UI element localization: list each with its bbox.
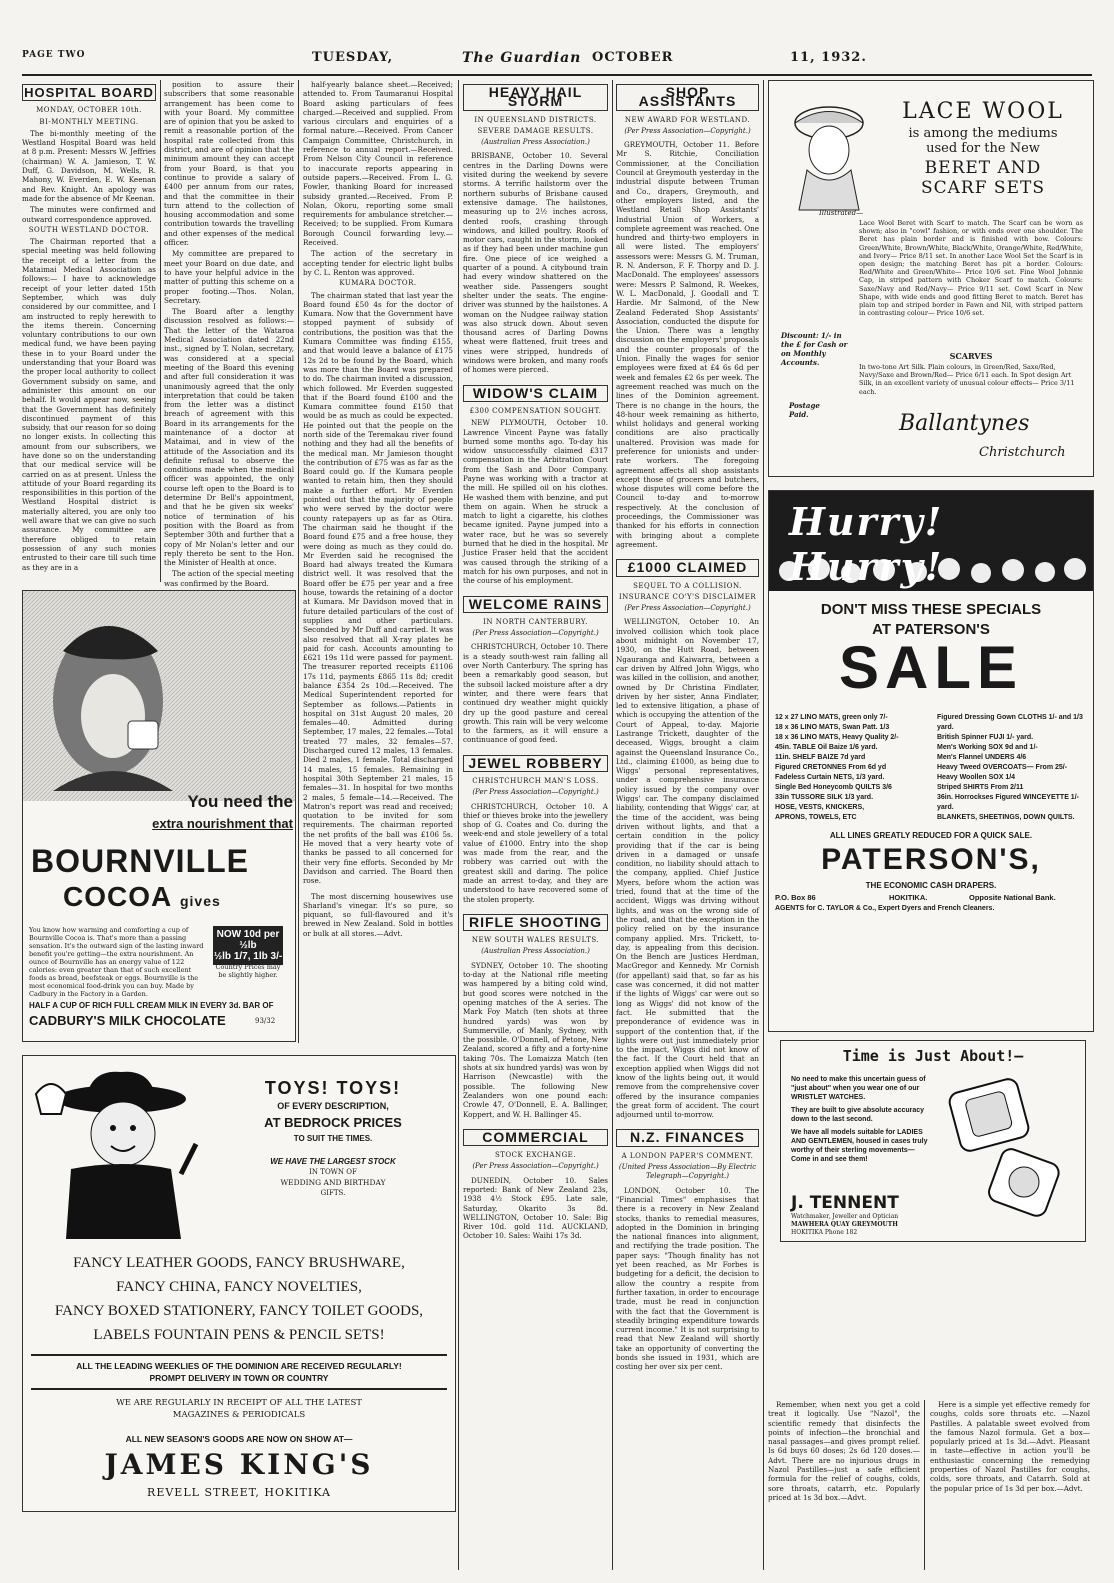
bournville-brand: BOURNVILLE xyxy=(31,843,249,879)
ad-line: is among the mediums xyxy=(908,126,1058,141)
nazol-advert-left xyxy=(768,1400,920,1570)
paragraph: SYDNEY, October 10. The shooting to-day at the National rifle meeting was hampered by a biting cold wind, but good scores were notched in the opening matches of the A series. The Mark Foy Match (ten shots at three hundred yards) was won by Summerville, of Manly, Sydney, with the possible. O'Donnell, of Petone, New Zealand, scored a fifty and a forty-nine taking 70s. The Lomaizza Match (ten shots at six hundred yards) was won by Harrison (Newcastle) with the possible. The following New Zealanders won one pound each: Crowle 47, O'Donnell, E. A. Ballinger, Koppert, and W. H. Ballinger 45. xyxy=(463,960,608,1119)
agents-note: AGENTS for C. TAYLOR & Co., Expert Dyers and French Cleaners. xyxy=(775,905,995,912)
news-column-4 xyxy=(463,80,608,1570)
rifle-shooting-headline: RIFLE SHOOTING xyxy=(463,914,608,931)
hospital-board-column-3 xyxy=(303,80,453,1042)
sale-item: BLANKETS, SHEETINGS, DOWN QUILTS. xyxy=(937,814,1075,821)
all-lines-note: ALL LINES GREATLY REDUCED FOR A QUICK SALE. xyxy=(829,831,1033,840)
lace-wool-title: LACE WOOL xyxy=(902,99,1064,124)
lace-wool-ad xyxy=(768,80,1094,477)
paragraph: CHRISTCHURCH, October 10. A thief or thieves broke into the jewellery shop of G. Coates and Co. during the week-end and stole jewellery of a total value of £1000. Entry into the shop was made from the rear, and the robbery was carried out with the greatest skill and daring. The police made an arrest to-day, and they are understood to have recovered some of the stolen property. xyxy=(463,801,608,904)
scarf-title: SCARF SETS xyxy=(921,178,1045,198)
shop-assistants-headline: SHOP ASSISTANTS xyxy=(616,84,759,111)
news-column-5 xyxy=(616,80,759,1570)
beret-model-illustration xyxy=(779,95,879,215)
subhead: INSURANCE CO'Y'S DISCLAIMER xyxy=(618,592,757,601)
patersons-sale-ad xyxy=(768,490,1094,1032)
specials-headline: AT PATERSON'S xyxy=(872,621,990,638)
paragraph: The action of the special meeting was confirmed by the Board. xyxy=(164,569,294,588)
delivery-line: PROMPT DELIVERY IN TOWN OR COUNTRY xyxy=(149,1373,329,1383)
finances-headline: N.Z. FINANCES xyxy=(616,1129,759,1146)
patersons-name: PATERSON'S, xyxy=(821,843,1041,876)
paragraph: My committee are prepared to meet your Board on due date, and to have your helpful advice in the matter of putting this scheme on a proper footing.—Thos. Nolan, Secretary. xyxy=(164,249,294,305)
press-credit: (Per Press Association—Copyright.) xyxy=(624,604,751,613)
sale-item: 36in. Horrockses Figured WINCEYETTE 1/- yard. xyxy=(937,794,1079,811)
subhead: OF EVERY DESCRIPTION, xyxy=(277,1101,389,1111)
wristwatch-illustration xyxy=(939,1075,1079,1225)
chocolate-footer-2: CADBURY'S MILK CHOCOLATE xyxy=(29,1013,226,1028)
subhead: SEQUEL TO A COLLISION. xyxy=(633,581,742,590)
ad-paragraph: No need to make this uncertain guess of "just about" when you wear one of our WRISTLET WATCHES. xyxy=(791,1076,926,1101)
sale-items-right xyxy=(937,713,1089,823)
paragraph: The Board after a lengthy discussion resolved as follows:— That the letter of the Wataroa Medical Association dated 22nd inst., signed by T. Nolan, secretary, was considered at a special meeting of the Board this evening and after full consideration it was unanimously agreed that the only interpretation that could be taken from the letter was a distinct breach of agreement with this Board in its arrangements for the maintenance of a doctor at Mataimai, and in view of the attitude of the Association and its definite refusal to observe the conditions made when the medical officer was appointed, the only course left open to the Board is to determine Dr Bell's appointment, and that he be given six weeks' notice of termination of his position with the Board as from September 30th and further that a copy of Mr Nolan's letter and our reply thereto be sent to the Hon. the Minister of Health at once. xyxy=(164,307,294,568)
stock-line: GIFTS. xyxy=(320,1189,346,1197)
paragraph: The bi-monthly meeting of the Westland Hospital Board was held at 8 p.m. Present: Messrs W. Jeffries (chairman) W. A. Jamieson, T. W. Duff, G. Davidson, M. Wells, R. Mahony, W. Everden, E. W. Keenan and Rev. Knight. An apology was made for the absence of Mr Keenan. xyxy=(22,128,156,203)
claim-headline: £1000 CLAIMED xyxy=(616,559,759,576)
masthead-month: OCTOBER xyxy=(592,50,674,65)
fancy-goods-line: FANCY BOXED STATIONERY, FANCY TOILET GOODS, xyxy=(54,1303,424,1319)
discount-note: Discount: 1/- in the £ for Cash or on Monthly Accounts. xyxy=(781,331,848,367)
commercial-headline: COMMERCIAL xyxy=(463,1129,608,1146)
beret-title: BERET AND xyxy=(924,158,1042,178)
bournville-body: You know how warming and comforting a cup of Bournville Cocoa is. That's more than a passing sensation. It's the outward sign of the lasting inward benefit you're getting—the extra nourishment. An ounce of Bournville has an energy value of 122 calories: even greater than that of such excellent foods as bread, beefsteak or eggs. Bournville is the most economical food-drink you can buy. Made by Cadbury in the Factory in a Garden. xyxy=(29,926,204,998)
press-credit: (Per Press Association—Copyright.) xyxy=(624,126,751,135)
paragraph: Here is a simple yet effective remedy for coughs, colds sore throats etc. —Nazol Pastilles. A palatable sweet evolved from the famous Nazol formula. Get a box—popularly priced at 1s 3d.—Advt. Pleasant in taste—effective in action you'll be enthusiastic concerning the remedying properties of Nazol Pastilles for coughs, colds, sore throats, and Catarrh. Sold at the popular price of 1s 3d per box.—Advt. xyxy=(930,1400,1090,1493)
po-box: P.O. Box 86 xyxy=(775,893,816,902)
lace-wool-body: Lace Wool Beret with Scarf to match. The Scarf can be worn as shown; also in "cowl" fashion, or with ends over one shoulder. The Beret has plain border and is finished with bow. Colours: Green/White, Brown/White, Black/White, Orange/White, Red/White, and Ivory— Price 8/11 set. In another Lace Wool Set the Scarf is in open design; the matching Beret has pit a border. Colours: Red/White and Green/White— Price 10/6 set. Fine Wool Johnnie Cap, in striped pattern with Choker Scarf to match. Colours: Saxe/Navy and Red/Navy— Price 9/11 set. Cowl Scarf in New Shape, with wide ends and good fitting Beret to match. Beret has plain top and striped border in Fawn and Nil, with striped pattern in contrasting colour— Price 10/6 set. xyxy=(859,219,1084,318)
subhead: £300 COMPENSATION SOUGHT. xyxy=(469,406,602,415)
paragraph: GREYMOUTH, October 11. Before Mr S. Ritchie, Conciliation Commissioner, at the Conciliation Council at Greymouth yesterday in the industrial dispute between Truman and Co., drapers, Greymouth, and other employers listed, and the Westland Retail Shop Assistants' Industrial Union of Workers, a complete agreement was reached. One hundred and thirty-two employers in all were listed. The employers' assessors were: Messrs G. M. Truman, R. N. Anderson, F. F. Thorpy and D. J. MacDonald. The employees' assessors were: Messrs P. Salmond, R. Weekes, W. L. MacDonald, J. Goodall and T. Hardie. Mr Salmond, of the New Zealand Federated Shop Assistants' Association, conducted the dispute for the Union. There was a lengthy discussion on the employers' proposals and the counter proposals of the Union. Finally the wages for senior employees were fixed at £4 6s 6d per week and females £2 6s per week. The agreement reached was much on the lines of the Dominion agreement. There is no change in the hours, the 48-hour week remaining as hitherto, whilst holidays and general working conditions are also practically unaltered. Provision was made for preference for unionists and under-rate workers. The foregoing agreement affects all shop assistants except those of grocers and butchers, whose disputes will come before the Council to-day and to-morrow respectively. At the conclusion of proceedings, the Commissioner was thanked for his efforts in connection with bringing about a complete agreement. xyxy=(616,140,759,549)
sale-item: Single Bed Honeycomb QUILTS 3/6 xyxy=(775,784,892,791)
masthead-day: TUESDAY, xyxy=(312,50,394,65)
subhead: TO SUIT THE TIMES. xyxy=(293,1134,373,1143)
hail-storm-headline: HEAVY HAIL STORM xyxy=(463,84,608,111)
illustrated-label: Illustrated— xyxy=(819,209,864,217)
cocoa-word: COCOA xyxy=(63,881,172,912)
paragraph: WELLINGTON, October 10. An involved collision which took place about midnight on November 17, 1930, on the Hutt Road, between Ngauranga and Kaiwarra, between a car driven by Alfred John Wiggs, who was killed in the collision, and another, owned by Dr Christina Findlater, driven by her sister, Anna Findlater, led to extensive litigation, a phase of which is occupying the attention of the Court of Appeal, to-day. Majorie Lastrange Trickett, daughter of the deceased, Wiggs, brought a claim against the Queensland Insurance Co., Ltd., claiming £1000, as being due to Wiggs' personal representatives, under a comprehensive insurance policy issued by the company over Wiggs' car. The company disclaimed liability, contending that Wiggs' car, at the time of the accident, was being driven without lights, and that a certain condition in the policy providing that if the car is being driven in a damaged or unsafe condition, no liability should attach to the company, applied. Chief Justice Myers, before whom the action was tried, found that at the time of the accident, Wiggs was driving without lights, and was on the wrong side of the road, and that the exception in the policy relied on by the insurance company applied. Mrs. Trickett, to-day, is appealing from this decision. On the Bench are Justices Herdman, MacGregor and Kennedy. Mr Cornish (for appellant) said that, so far as his case was concerned, it did not matter if the lights of Wiggs' car were out so long as Wiggs' did not know of the fact. He submitted that the preponderance of evidence was in support of the contention that, if the lights were out just immediately prior to the impact, Wiggs did not know of the fact. If the Court held that an exception applied when Wiggs did not know of the lights being out, it would remove from the comprehensive cover offered by the insurance companies the great form of accident. The court adjourned until to-morrow. xyxy=(616,617,759,1120)
address: Watchmaker, Jeweller and Optician xyxy=(791,1213,899,1220)
column-rule xyxy=(458,80,459,1570)
magazines-line: MAGAZINES & PERIODICALS xyxy=(172,1410,306,1420)
paragraph: half-yearly balance sheet.—Received; attended to. From Taumaranui Hospital Board asking particulars of fees charged.—Received and supplied. From various circulars and enquiries of a formal nature.—Received. From Cancer Campaign Committee, Christchurch, in reference to annual report.—Received. From Nelson City Council in reference to inaccurate reports appearing in outside papers.—Received. From L. G. Fowler, thanking Board for increased subsidy granted.—Received. From P. Nolan, Okoru, reporting some small requirements for ambulance stretcher.—Received; to be supplied. From Kumara Borough Council forwarding levy.—Received. xyxy=(303,80,453,248)
hurry-text: Hurry! Hurry! xyxy=(789,499,944,589)
ad-line: used for the New xyxy=(926,141,1040,156)
hurry-banner xyxy=(769,491,1093,591)
paragraph: NEW PLYMOUTH, October 10. Lawrence Vincent Payne was fatally burned some months ago. To-day his widow unsuccessfully claimed £317 compensation in the Arbitration Court from the Sash and Door Company. Payne was working with a tractor at the mill. He spilled oil on his clothes. He washed them with benzine, and put them on again. When he struck a match to light a cigarette, his clothes became ignited. Payne jumped into a water race, but he was so severely burned that he died in the hospital. Mr Justice Fraser held that the accident was caused through the striking of a match for his own purposes, and not in the course of his employment. xyxy=(463,418,608,586)
scarves-body: In two-tone Art Silk. Plain colours, in Green/Red, Saxe/Red, Navy/Saxe and Brown/Red— Price 6/11 each. In Spot design Art Silk, in an excellent variety of unusual colour effects— Price 3/11 each. xyxy=(859,363,1075,396)
postage-note: Postage Paid. xyxy=(789,401,820,419)
sale-item: 12 x 27 LINO MATS, green only 7/- xyxy=(775,714,888,721)
jewel-robbery-headline: JEWEL ROBBERY xyxy=(463,755,608,772)
price-label-2: ½lb 1/7, 1lb 3/- xyxy=(213,951,283,962)
paragraph: The minutes were confirmed and outward correspondence approved. xyxy=(22,205,156,224)
opposite-note: Opposite National Bank. xyxy=(969,893,1056,902)
fancy-goods-line: FANCY LEATHER GOODS, FANCY BRUSHWARE, xyxy=(73,1255,405,1271)
sale-item: Men's Flannel UNDERS 4/6 xyxy=(937,754,1027,761)
time-headline: Time is Just About!— xyxy=(842,1047,1024,1065)
scarves-heading: SCARVES xyxy=(949,351,993,361)
subhead: CHRISTCHURCH MAN'S LOSS. xyxy=(472,777,599,785)
masthead-paper: The Guardian xyxy=(462,50,582,66)
paragraph: LONDON, October 10. The "Financial Times" emphasises that there is a recovery in New Zealand stocks, thanks to remedial measures, adopted in the Dominion in bringing the national finances into alignment, and rectifying the trade position. The paper says: "Though finality has not yet been reached, as Mr Forbes is budgeting for a deficit, the decision to allow the country a respite from further taxation, in order to encourage trade, must be read in conjunction with the fact that the Government is steadily bringing expenditure towards current income." It is not surprising to read that New Zealand will shortly take an opportunity of converting the bonds she issued in 1931, which are costing her over six per cent. xyxy=(616,1185,759,1372)
sale-item: Figured CRETONNES From 6d yd xyxy=(775,764,887,771)
press-credit: (United Press Association—By Electric Telegraph—Copyright.) xyxy=(618,1163,757,1181)
hospital-board-article xyxy=(22,80,156,580)
gives-word: gives xyxy=(179,893,221,909)
sale-item: HOSE, VESTS, KNICKERS, xyxy=(775,804,865,811)
sale-item: 18 x 36 LINO MATS, Heavy Quality 2/- xyxy=(775,734,899,741)
town: HOKITIKA. xyxy=(889,893,928,902)
hospital-board-headline: HOSPITAL BOARD xyxy=(22,84,156,101)
press-credit: (Per Press Association—Copyright.) xyxy=(472,629,599,638)
new-season-line: ALL NEW SEASON'S GOODS ARE NOW ON SHOW AT— xyxy=(125,1434,353,1444)
ad-paragraph: We have all models suitable for LADIES AND GENTLEMEN, housed in cases truly worthy of their sterling movements— Come in and see them! xyxy=(791,1129,928,1163)
fancy-goods-line: FANCY CHINA, FANCY NOVELTIES, xyxy=(116,1279,362,1295)
chocolate-footer: HALF A CUP OF RICH FULL CREAM MILK IN EVERY 3d. BAR OF xyxy=(29,1001,274,1010)
dateline: MONDAY, OCTOBER 10th. xyxy=(36,106,142,115)
price-box xyxy=(213,926,283,965)
sale-item: Striped SHIRTS From 2/11 xyxy=(937,784,1024,791)
ad-code: 93/32 xyxy=(255,1017,276,1025)
paragraph: Remember, when next you get a cold treat it logically. Use "Nazol", the scientific remedy that disinfects the points of infection—the bronchial and nasal passages—and gives prompt relief. Is 6d buys 60 doses; 2s 6d 120 doses.—Advt. There are no injurious drugs in Nazol Pastilles—just a safe efficient formula for the relief of coughs, colds, sore throats, catarrh, etc. Popularly priced at 1s 3d box.—Advt. xyxy=(768,1400,920,1502)
stock-line: WEDDING AND BIRTHDAY xyxy=(280,1178,386,1187)
paragraph: The chairman stated that last year the Board found £50 4s for the doctor of Kumara. Now that the Government have stopped payment of subsidy of contributions, the position was that the Kumara Committee was finding £155, and that would leave a balance of £175 12s 2d to be found by the Board, which was more than the Board was prepared to do. The chairman invited a discussion, which followed. Mr Everden suggested that if the Board found £100 and the Kumara committee found £150 that would be as much as could be expected. He pointed out that the people on the north side of the Teremakau river found nothing and they had all the benefits of the medical man. Mr Jamieson thought the contribution of £75 was as far as the Board could go. If the Kumara people wanted to retain him, then they should make a further effort. Mr Everden pointed out that the majority of people who were served by the doctor were county ratepayers up as far as Otira. The chairman said he thought if the Board found £75 and a free house, they were doing as much as they could do. Mr Everden said he recognised the Board had always treated the Kumara district well. It was resolved that the Board offer be £75 per year and a free house, towards the retaining of a doctor at Kumara. Mr Davidson moved that in future detailed particulars of the cost of supplies and other particulars. Seconded by Mr Duff and carried. It was also resolved that all X-ray plates be paid for cash. Accounts amounting to £621 19s 11d were passed for payment. The treasurer reported receipts £1106 17s 11d, payments £865 11s 8d; credit balance £354 2s 10d.—Received. The Medical Superintendent reported for September as follows.—Patients in hospital on 31st August 20 males, 20 females—40. Admitted during September, 17 males, 22 females.—Total treated 77 males, 32 females—57. Discharged cured 12 males, 13 females. Died 2 males, 1 female. Total discharged 14 males, 15 females. Remaining in hospital 30th September 21 males, 15 females—31. In hospital for two months 2 males, 5 female—14.—Received. The Matron's report was read and received; quotation to be invited for som requirements. The chairman reported the net profits of the ball was £106 5s. He moved that a very hearty vote of thanks be passed to all concerned for their very fine efforts. Seconded by Mr Davidson and carried. The Board then rose. xyxy=(303,290,453,886)
sale-item: 45in. TABLE Oil Baize 1/6 yard. xyxy=(775,744,878,751)
press-credit: (Per Press Association—Copyright.) xyxy=(472,788,599,797)
sale-item: Heavy Woollen SOX 1/4 xyxy=(937,774,1016,781)
sale-items-left xyxy=(775,713,935,823)
ballantynes-signature: Ballantynes xyxy=(899,411,1030,436)
stock-line: IN TOWN OF xyxy=(309,1168,357,1176)
sale-item: Men's Working SOX 9d and 1/- xyxy=(937,744,1038,751)
sale-item: 18 x 36 LINO MATS, Swan Patt. 1/3 xyxy=(775,724,890,731)
column-rule xyxy=(612,80,613,1570)
stock-line: WE HAVE THE LARGEST STOCK xyxy=(270,1157,396,1166)
sale-item: Heavy Tweed OVERCOATS— From 25/- xyxy=(937,764,1068,771)
receipt-line: WE ARE REGULARLY IN RECEIPT OF ALL THE LATEST xyxy=(116,1398,362,1408)
column-rule xyxy=(298,80,299,1043)
column-rule xyxy=(924,1400,925,1570)
tennent-name: J. TENNENT xyxy=(791,1193,899,1213)
woman-drinking-illustration xyxy=(23,591,295,801)
masthead xyxy=(22,48,1092,76)
press-credit: (Australian Press Association.) xyxy=(481,138,590,147)
hospital-board-continued xyxy=(164,80,294,588)
ad-headline: You need the xyxy=(187,792,293,811)
sale-item: Fadeless Curtain NETS, 1/3 yard. xyxy=(775,774,885,781)
ad-paragraph: They are built to give absolute accuracy down to the last second. xyxy=(791,1107,925,1123)
subhead: AT BEDROCK PRICES xyxy=(264,1115,402,1130)
tennent-watch-ad xyxy=(780,1040,1086,1242)
sale-item: Figured Dressing Gown CLOTHS 1/- and 1/3 yard. xyxy=(937,714,1083,731)
bell-ringer-illustration xyxy=(31,1064,201,1244)
masthead-date: 11, 1932. xyxy=(790,50,867,65)
column-rule xyxy=(160,80,161,582)
paragraph: CHRISTCHURCH, October 10. There is a steady south-west rain falling all over North Canterbury. The spring has been a remarkably good season, but the subsoil lacked moisture after a dry winter, and there were fears that continued dry weather might quickly dry up the good pasture and cereal growth. This rain will be very welcome to the farmers, as it will ensure a continuance of good feed. xyxy=(463,642,608,745)
specials-headline: DON'T MISS THESE SPECIALS xyxy=(820,601,1042,618)
toys-headline: TOYS! TOYS! xyxy=(264,1078,402,1098)
bournville-cocoa-ad xyxy=(22,590,296,1042)
welcome-rains-headline: WELCOME RAINS xyxy=(463,596,608,613)
subhead: SEVERE DAMAGE RESULTS. xyxy=(477,126,594,135)
subhead: A LONDON PAPER'S COMMENT. xyxy=(621,1151,754,1160)
james-kings-ad xyxy=(22,1055,456,1512)
sale-item: British Spinner FUJI 1/- yard. xyxy=(937,734,1034,741)
james-kings-name: JAMES KING'S xyxy=(104,1448,374,1481)
sale-item: 33in TUSSORE SILK 1/3 yard. xyxy=(775,794,874,801)
page-number: PAGE TWO xyxy=(22,50,86,60)
subhead: KUMARA DOCTOR. xyxy=(339,279,417,288)
advert-paragraph: The most discerning housewives use Sharland's vinegar. It's so pure, so piquant, so full-flavoured and it's brewed in New Zealand. Sold in bottles or bulk at all stores.—Advt. xyxy=(303,891,453,938)
ad-headline: extra nourishment that xyxy=(152,816,293,831)
subhead: NEW SOUTH WALES RESULTS. xyxy=(471,936,600,945)
address: MAWHERA QUAY GREYMOUTH xyxy=(791,1221,898,1228)
tagline: THE ECONOMIC CASH DRAPERS. xyxy=(865,881,997,890)
sale-item: 11in. SHELF BAIZE 7d yard xyxy=(775,754,866,761)
paragraph: The action of the secretary in accepting tender for electric light bulbs by C. L. Renton was approved. xyxy=(303,249,453,277)
fancy-goods-line: LABELS FOUNTAIN PENS & PENCIL SETS! xyxy=(93,1327,385,1343)
paragraph: BRISBANE, October 10. Several centres in the Darling Downs were visited during the weekend by severe storms. A terrific hailstorm over the northern suburbs of Brisbane caused extensive damage. The hailstones, measuring up to 2½ inches across, dented roofs, crashing through windows, and killed poultry. Roofs of motor cars, caught in the storm, looked as if they had been under machine gun fire. One piece of ice weighed a quarter of a pound. A citybound train had every window shattered on the weather side. Passengers sought shelter under the seats. The engine-driver was stunned by the hailstones. A woman on the Nudgee railway station was also struck down. About seven thousand acres of Darling Downs wheat were flattened, fruit trees and vines were stripped, hundreds of windows were broken, and many roofs of homes were pierced. xyxy=(463,151,608,375)
paragraph: The Chairman reported that a special meeting was held following the receipt of a letter from the Mataimai Medical Association as follows:— I have to acknowledge receipt of your letter dated 15th September, which was duly considered by our committee, and I am instructed to reply herewith to the items therein. Concerning voluntary contributions to our own medical fund, we have been paying these in to your Board under the understanding that your Board was the proper local authority to collect Government subsidy on same, and administer this amount on our behalf. It would appear now, seeing that the Government has definitely discontinued payment of this subsidy, that our reason for so doing no longer exists. In collecting this amount from our subscribers, we have done so on the understanding that our medical service will be carried on as at present. Unless the attitude of your Board regarding its responsibilities in this portion of the Westland Hospital district is materially altered, you are only too well aware that we can give no such assurance. My committee are therefore obliged to retain possession of any such monies entrusted to their care till such time as they are in a xyxy=(22,237,156,572)
paragraph: position to assure their subscribers that some reasonable arrangement has been come to with your Board. My committee are of opinion that you be asked to remit a reasonable portion of the hospital rate collected from this district, and are of opinion that the minimum amount they can accept from your Board, is that you continue to provide a salary of £400 per annum from our rates, and that the committee in their turn attend to the collection of housing accommodation and some contribution towards the travelling and other expenses of the medical officer. xyxy=(164,80,294,248)
sale-item: APRONS, TOWELS, ETC xyxy=(775,814,857,821)
address: REVELL STREET, HOKITIKA xyxy=(147,1486,331,1499)
country-prices: Country Prices may be slightly higher. xyxy=(215,963,281,979)
christchurch-label: Christchurch xyxy=(979,445,1066,460)
subhead: STOCK EXCHANGE. xyxy=(494,1151,577,1160)
subhead: IN QUEENSLAND DISTRICTS. xyxy=(474,115,597,124)
column-rule xyxy=(763,80,764,1570)
sale-word: SALE xyxy=(838,634,1024,701)
weeklies-line: ALL THE LEADING WEEKLIES OF THE DOMINION ARE RECEIVED REGULARLY! xyxy=(76,1361,402,1371)
widows-claim-headline: WIDOW'S CLAIM xyxy=(463,385,608,402)
paragraph: DUNEDIN, October 10. Sales reported: Bank of New Zealand 23s, 1938 4½ Stock £95. Late sale, Saturday, Okarito 3s 8d. WELLINGTON, October 10. Sale: Big River 10d. gold 11d. AUCKLAND, October 10. Sales: Waihi 17s 3d. xyxy=(463,1175,608,1241)
subhead: IN NORTH CANTERBURY. xyxy=(483,617,588,626)
press-credit: (Per Press Association—Copyright.) xyxy=(472,1162,599,1171)
press-credit: (Australian Press Association.) xyxy=(481,947,590,956)
price-label: NOW 10d per ½lb xyxy=(216,929,280,951)
subhead: SOUTH WESTLAND DOCTOR. xyxy=(28,225,150,234)
address: HOKITIKA Phone 182 xyxy=(791,1229,858,1236)
subhead: BI-MONTHLY MEETING. xyxy=(39,117,139,126)
subhead: NEW AWARD FOR WESTLAND. xyxy=(624,115,751,124)
nazol-advert-right xyxy=(930,1400,1090,1570)
